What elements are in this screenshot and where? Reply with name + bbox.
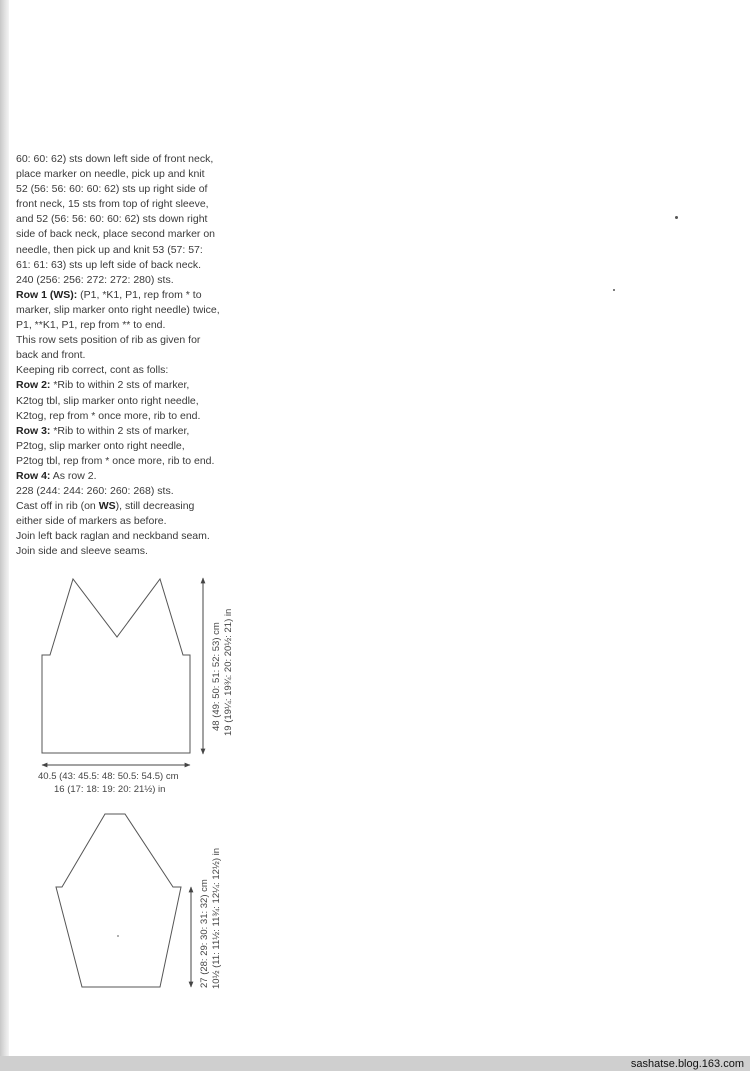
sleeve-length-cm-label: 27 (28: 29: 30: 31: 32) cm	[199, 879, 210, 988]
instruction-text: needle, then pick up and knit 53 (57: 57:	[16, 243, 203, 256]
footer-credit: sashatse.blog.163.com	[630, 1058, 744, 1070]
inline-bold: WS	[98, 500, 116, 513]
sleeve-schematic-outline	[56, 814, 181, 987]
instruction-text: back and front.	[16, 349, 86, 362]
instruction-text: *Rib to within 2 sts of marker,	[50, 424, 190, 437]
instruction-text: and 52 (56: 56: 60: 60: 62) sts down right	[16, 213, 208, 226]
instruction-text: place marker on needle, pick up and knit	[16, 168, 205, 181]
instruction-text: K2tog tbl, slip marker onto right needle,	[16, 394, 199, 407]
instruction-text: *Rib to within 2 sts of marker,	[50, 379, 190, 392]
instruction-text: (P1, *K1, P1, rep from * to	[77, 288, 202, 301]
sleeve-length-in-label: 10½ (11: 11½: 11¾: 12¼: 12½) in	[211, 847, 222, 989]
instruction-text: P2tog tbl, rep from * once more, rib to end.	[16, 454, 215, 467]
instruction-text: 240 (256: 256: 272: 272: 280) sts.	[16, 273, 174, 286]
instruction-text: As row 2.	[50, 469, 97, 482]
instruction-text: Cast off in rib (on	[16, 500, 99, 513]
instruction-text: Join side and sleeve seams.	[16, 545, 148, 558]
instruction-text: Join left back raglan and neckband seam.	[16, 530, 210, 543]
scan-speck	[117, 935, 119, 937]
instruction-text: either side of markers as before.	[16, 515, 167, 528]
scan-speck	[675, 216, 678, 219]
scan-speck	[613, 289, 615, 291]
body-schematic-outline	[42, 579, 190, 753]
instruction-text: side of back neck, place second marker on	[16, 228, 216, 241]
body-width-in-label: 16 (17: 18: 19: 20: 21½) in	[54, 784, 166, 795]
body-width-cm-label: 40.5 (43: 45.5: 48: 50.5: 54.5) cm	[38, 771, 179, 782]
instruction-text: 52 (56: 56: 60: 60: 62) sts up right side of	[16, 183, 208, 196]
instruction-text: K2tog, rep from * once more, rib to end.	[16, 409, 201, 422]
body-length-in-label: 19 (19¼: 19¾: 20: 20½: 21) in	[223, 608, 234, 736]
instruction-text: 228 (244: 244: 260: 260: 268) sts.	[16, 485, 174, 498]
instruction-text: This row sets position of rib as given for	[16, 334, 201, 347]
instruction-text: P1, **K1, P1, rep from ** to end.	[16, 319, 166, 332]
instruction-text: 61: 61: 63) sts up left side of back neck.	[16, 258, 202, 271]
body-length-cm-label: 48 (49: 50: 51: 52: 53) cm	[211, 622, 222, 731]
instruction-text: ), still decreasing	[115, 500, 195, 513]
instruction-text: Keeping rib correct, cont as folls:	[16, 364, 169, 377]
row-heading: Row 1 (WS):	[16, 288, 78, 301]
row-heading: Row 3:	[16, 424, 51, 437]
instruction-text: P2tog, slip marker onto right needle,	[16, 439, 185, 452]
row-heading: Row 4:	[16, 469, 51, 482]
instruction-text: marker, slip marker onto right needle) twice,	[16, 303, 220, 316]
instruction-text: front neck, 15 sts from top of right sleeve,	[16, 198, 209, 211]
instruction-text: 60: 60: 62) sts down left side of front neck,	[16, 153, 214, 165]
row-heading: Row 2:	[16, 379, 51, 392]
